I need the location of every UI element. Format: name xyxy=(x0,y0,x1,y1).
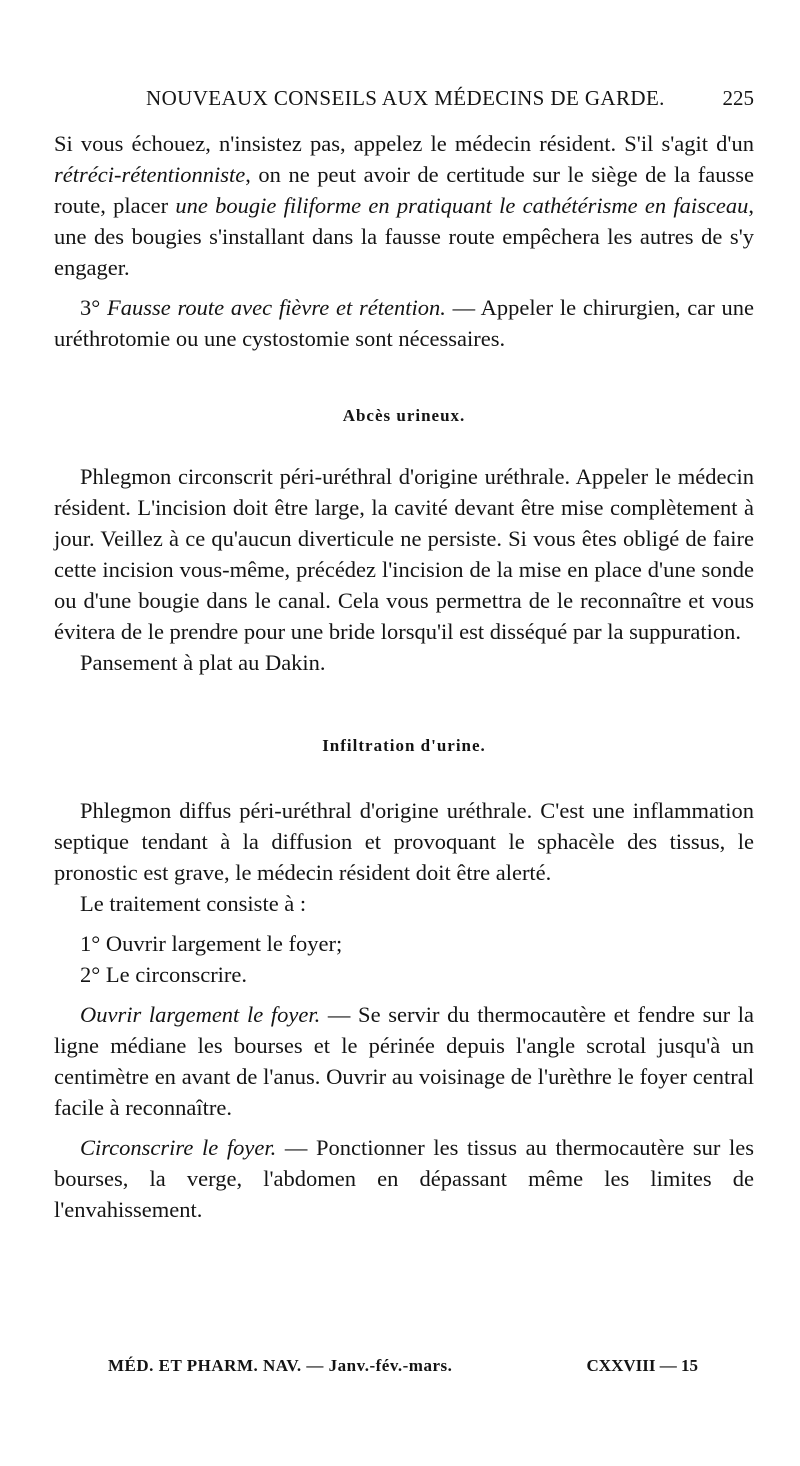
intro-paragraph-2 xyxy=(54,292,754,354)
infiltration-paragraph-2: Le traitement consiste à : xyxy=(80,891,307,916)
page-number: 225 xyxy=(722,86,754,110)
running-title: NOUVEAUX CONSEILS AUX MÉDECINS DE GARDE. xyxy=(146,86,665,110)
text-run: , une des bougies s'installant dans la fausse route empêchera les autres de s'y engager. xyxy=(54,193,754,280)
italic-term: une bougie filiforme en pratiquant le cathétérisme en faisceau xyxy=(175,193,749,218)
infiltration-paragraph-4 xyxy=(54,1132,754,1225)
italic-term: rétréci-rétentionniste xyxy=(54,162,246,187)
footer-signature: CXXVIII — 15 xyxy=(586,1356,698,1375)
infiltration-paragraph-1: Phlegmon diffus péri-uréthral d'origine uréthrale. C'est une inflammation septique tendant à la diffusion et provoquant le sphacèle des tissus, le pronostic est grave, le médecin résident doit être alerté. xyxy=(54,798,754,885)
text-run: — Appeler le chirurgien, car une uréthrotomie ou une cystostomie sont nécessaires. xyxy=(54,295,755,351)
abces-paragraph-1: Phlegmon circonscrit péri-uréthral d'origine uréthrale. Appeler le médecin résident. L'incision doit être large, la cavité devant être mise complètement à jour. Veillez à ce qu'aucun diverticule ne persiste. Si vous êtes obligé de faire cette incision vous-même, précédez l'incision de la mise en place d'une sonde ou d'une bougie dans le canal. Cela vous permettra de le reconnaître et vous évitera de le prendre pour une bride lorsqu'il est disséqué par la suppuration. xyxy=(54,464,754,644)
section-heading-abces: Abcès urineux. xyxy=(342,406,466,425)
item-number: 3° xyxy=(80,295,108,320)
abces-paragraph-2: Pansement à plat au Dakin. xyxy=(80,650,326,675)
list-item: 2° Le circonscrire. xyxy=(80,962,248,987)
intro-paragraph-1 xyxy=(54,128,754,283)
infiltration-paragraph-3 xyxy=(54,999,754,1123)
italic-term: Fausse route avec fièvre et rétention. xyxy=(107,295,446,320)
page-body xyxy=(54,128,754,1225)
page-header xyxy=(54,86,754,116)
section-heading-infiltration: Infiltration d'urine. xyxy=(322,736,486,755)
footer-imprint: MÉD. ET PHARM. NAV. — Janv.-fév.-mars. xyxy=(108,1356,453,1375)
text-run: — Ponctionner les tissus au thermocautère sur les bourses, la verge, l'abdomen en dépassant même les limites de l'envahissement. xyxy=(54,1135,754,1222)
text-run: Si vous échouez, n'insistez pas, appelez le médecin résident. S'il s'agit d'un xyxy=(54,131,754,156)
page-footer xyxy=(108,1356,698,1384)
text-run: , on ne peut avoir de certitude sur le siège de la fausse route, placer xyxy=(54,162,754,218)
italic-term: Ouvrir largement le foyer. xyxy=(80,1002,321,1027)
list-item: 1° Ouvrir largement le foyer; xyxy=(80,931,343,956)
italic-term: Circonscrire le foyer. xyxy=(80,1135,277,1160)
text-run: — Se servir du thermocautère et fendre sur la ligne médiane les bourses et le périnée depuis l'angle scrotal jusqu'à un centimètre en avant de l'anus. Ouvrir au voisinage de l'urèthre le foyer central facile à reconnaître. xyxy=(54,1002,754,1120)
